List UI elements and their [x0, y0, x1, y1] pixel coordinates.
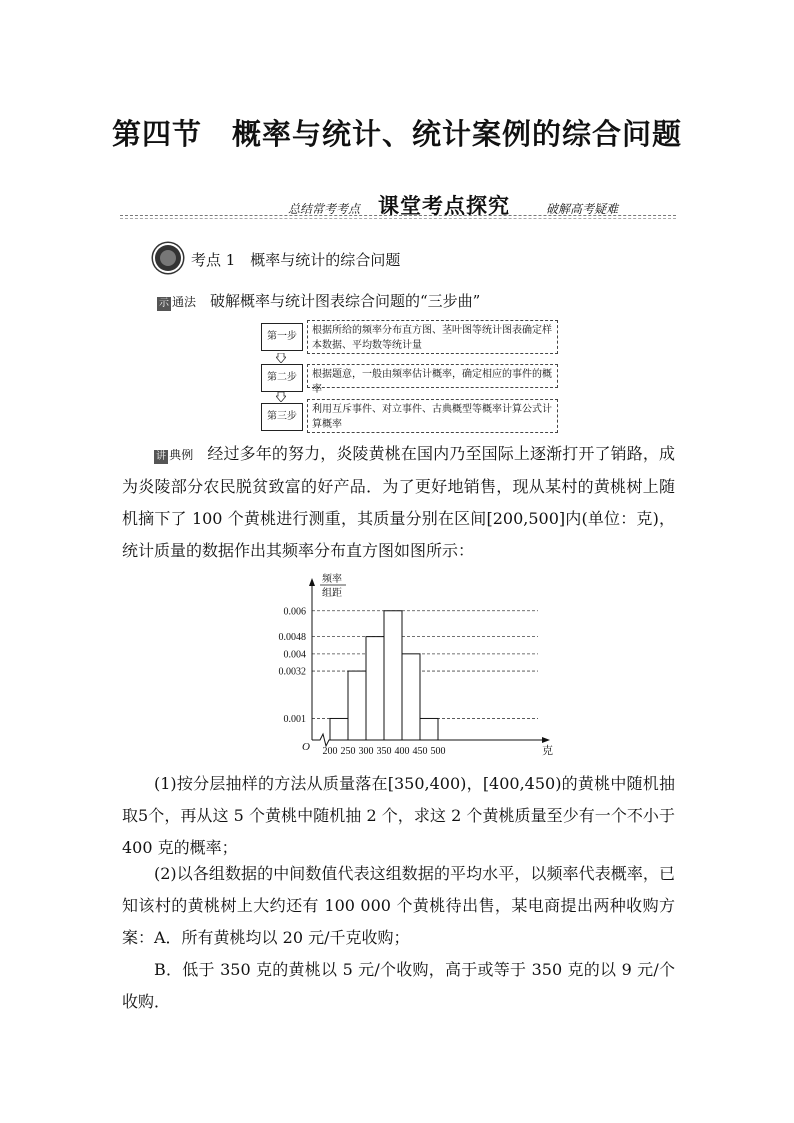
method-label: 通法 [172, 295, 197, 309]
down-arrow-icon [276, 353, 286, 363]
example-label: 典例 [169, 448, 194, 462]
banner-right-text: 破解高考疑难 [546, 202, 619, 216]
y-tick-label: 0.001 [283, 713, 306, 725]
x-tick-label: 400 [394, 746, 410, 757]
example-intro: 经过多年的努力，炎陵黄桃在国内乃至国际上逐渐打开了销路，成为炎陵部分农民脱贫致富的好产品．为了更好地销售，现从某村的黄桃树上随机摘下了 100 个黄桃进行测重，其质量分别在区间[200,500]内(单位：克)，统计质量的数据作出其频率分布直方图如图所示： [122, 444, 675, 560]
banner-left-text: 总结常考考点 [288, 202, 361, 216]
x-tick-label: 350 [376, 746, 392, 757]
y-tick-label: 0.006 [283, 606, 306, 618]
y-axis-label-bottom: 组距 [322, 588, 342, 599]
method-tag: 示 [159, 298, 169, 309]
banner-divider-secondary [120, 218, 676, 219]
histogram-bar [366, 637, 384, 740]
y-axis-label-top: 频率 [322, 574, 342, 585]
topic-label: 考点 1 概率与统计的综合问题 [191, 251, 401, 269]
question-1: (1)按分层抽样的方法从质量落在[350,400)，[400,450)的黄桃中随机抽取5个，再从这 5 个黄桃中随机抽 2 个，求这 2 个黄桃质量至少有一个不小于 400 克的概率； [122, 774, 675, 857]
origin-label: O [302, 741, 310, 753]
example-paragraph [122, 438, 675, 567]
page-title: 第四节 概率与统计、统计案例的综合问题 [111, 117, 682, 151]
banner-divider [120, 215, 676, 216]
step-2-description: 根据题意，一般由频率估计概率，确定相应的事件的概率 [307, 364, 558, 388]
step-1-box: 第一步 [261, 323, 303, 351]
y-axis-arrow-icon [309, 578, 315, 586]
example-tag: 讲 [156, 451, 166, 462]
method-title: 破解概率与统计图表综合问题的“三步曲” [210, 292, 481, 310]
banner-title: 课堂考点探究 [378, 193, 510, 218]
x-axis-label: 克 [542, 745, 553, 757]
step-3-description: 利用互斥事件、对立事件、古典概型等概率计算公式计算概率 [307, 399, 558, 433]
y-tick-label: 0.004 [283, 649, 306, 661]
section-banner [120, 188, 676, 222]
method-heading [157, 290, 480, 311]
option-a: A．所有黄桃均以 20 元/千克收购； [154, 928, 410, 947]
histogram-bar [330, 718, 348, 740]
question-2: (2)以各组数据的中间数值代表这组数据的平均水平，以频率代表概率，已知该村的黄桃树上大约还有 100 000 个黄桃待出售，某电商提出两种收购方案： [122, 864, 675, 947]
topic-circle-icon [155, 245, 181, 271]
x-tick-label: 450 [412, 746, 428, 757]
y-tick-label: 0.0048 [278, 632, 306, 644]
histogram-bar [420, 718, 438, 740]
step-1-description: 根据所给的频率分布直方图、茎叶图等统计图表确定样本数据、平均数等统计量 [307, 320, 558, 354]
step-2-box: 第二步 [261, 364, 303, 392]
x-tick-label: 500 [430, 746, 446, 757]
x-axis-arrow-icon [542, 737, 550, 743]
option-b: B．低于 350 克的黄桃以 5 元/个收购，高于或等于 350 克的以 9 元/个收购． [122, 960, 675, 1011]
frequency-histogram [260, 570, 560, 760]
x-tick-label: 300 [358, 746, 374, 757]
histogram-bar [348, 671, 366, 740]
x-tick-label: 200 [322, 746, 338, 757]
y-tick-label: 0.0032 [278, 666, 306, 678]
step-3-box: 第三步 [261, 403, 303, 431]
down-arrow-icon [276, 392, 286, 402]
x-tick-label: 250 [340, 746, 356, 757]
histogram-bar [402, 654, 420, 740]
histogram-bar [384, 611, 402, 740]
